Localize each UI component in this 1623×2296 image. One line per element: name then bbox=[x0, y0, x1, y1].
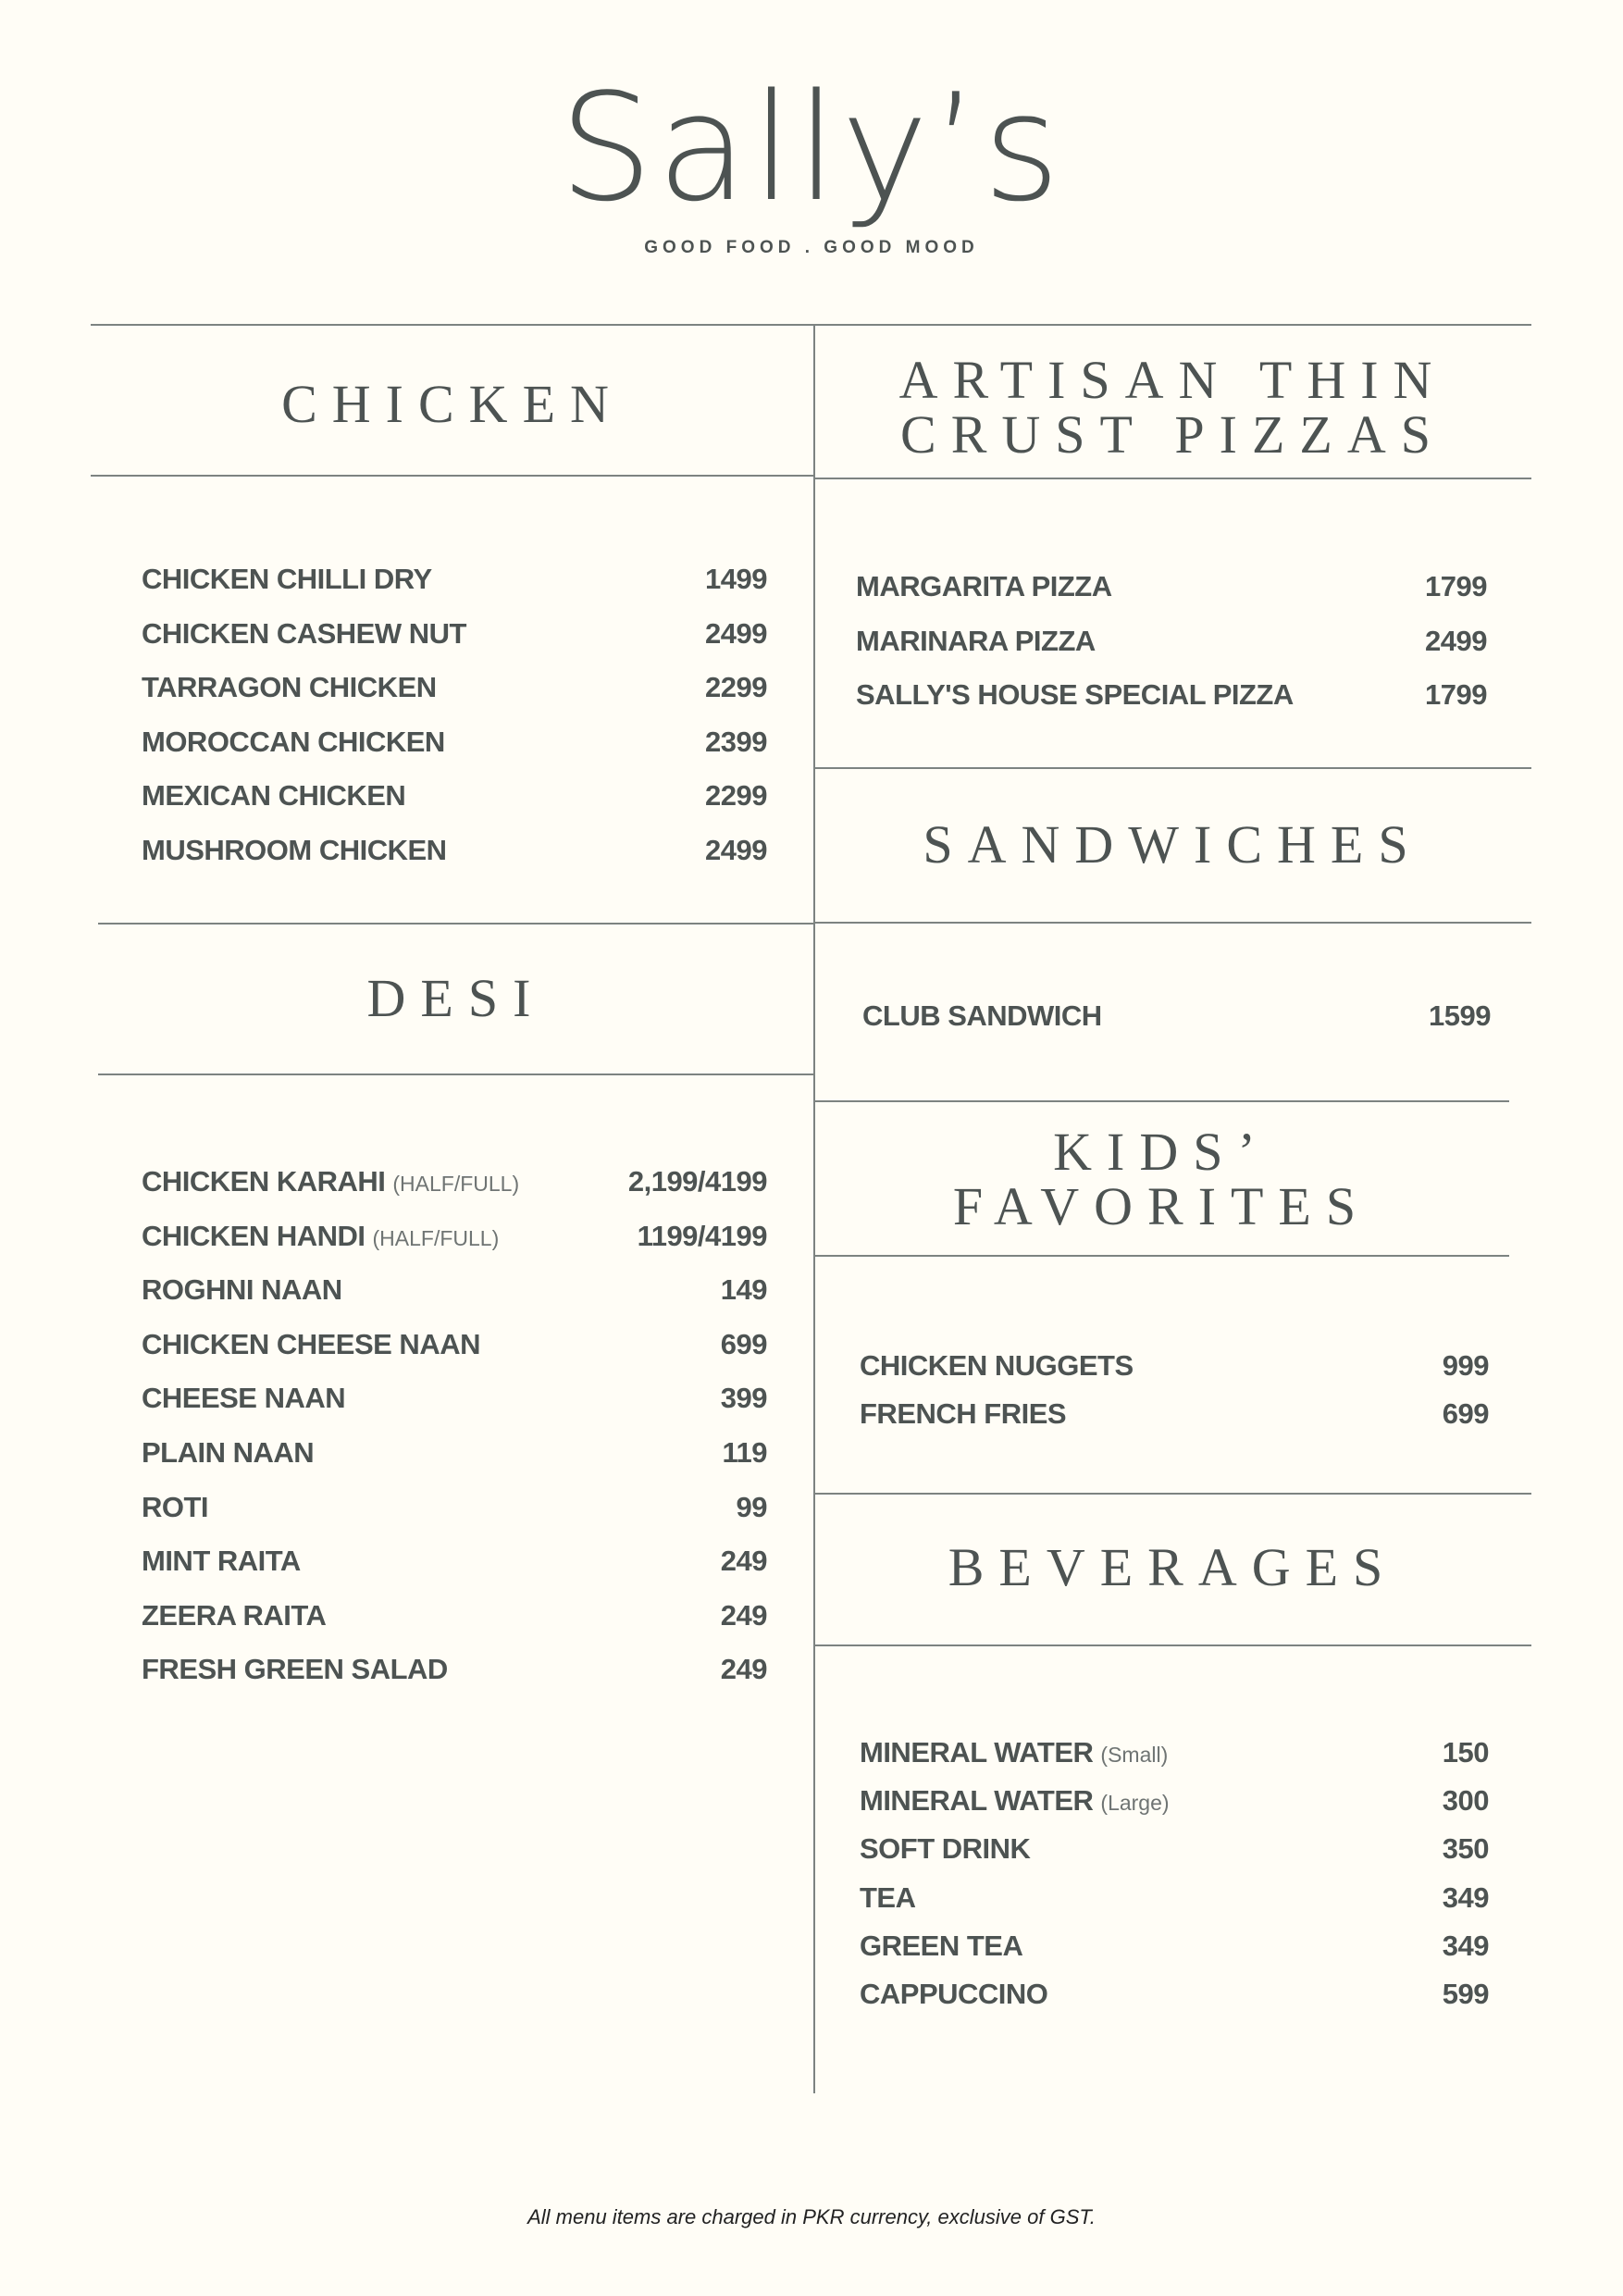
menu-item-price: 599 bbox=[1442, 1978, 1489, 2010]
menu-item-price: 249 bbox=[720, 1653, 767, 1686]
menu-item-price: 399 bbox=[720, 1382, 767, 1415]
menu-item-name-wrap bbox=[142, 834, 447, 867]
menu-item-name-wrap bbox=[142, 1436, 314, 1470]
menu-item-name: MEXICAN CHICKEN bbox=[142, 779, 406, 813]
menu-item-name-wrap bbox=[860, 1397, 1066, 1431]
menu-item bbox=[142, 777, 767, 814]
menu-item-name: FRENCH FRIES bbox=[860, 1397, 1067, 1431]
menu-item-name: CHICKEN CHILLI DRY bbox=[142, 563, 432, 595]
menu-item bbox=[142, 1489, 767, 1526]
menu-item bbox=[142, 1326, 767, 1363]
section-heading-desi: DESI bbox=[366, 968, 546, 1028]
menu-item-name-wrap bbox=[142, 671, 437, 704]
menu-item-price: 300 bbox=[1442, 1784, 1489, 1818]
menu-item bbox=[142, 1218, 767, 1255]
menu-item bbox=[142, 669, 767, 706]
menu-item-name-wrap bbox=[860, 1881, 916, 1915]
menu-item-name: TEA bbox=[860, 1880, 916, 1914]
menu-item-price: 1799 bbox=[1425, 570, 1487, 602]
menu-item bbox=[142, 615, 767, 652]
menu-item bbox=[860, 1976, 1489, 2013]
menu-item-name: MINERAL WATER bbox=[860, 1784, 1094, 1818]
divider bbox=[814, 1644, 1531, 1646]
menu-item-name-wrap bbox=[142, 1220, 499, 1253]
divider bbox=[91, 475, 814, 477]
divider bbox=[91, 324, 1531, 326]
menu-item-price: 999 bbox=[1442, 1349, 1489, 1382]
menu-item-name: SALLY'S HOUSE SPECIAL PIZZA bbox=[856, 678, 1294, 712]
menu-item bbox=[860, 1880, 1489, 1917]
menu-item-name-wrap bbox=[142, 779, 405, 813]
section-heading-pizzas-line2: CRUST PIZZAS bbox=[900, 404, 1445, 465]
divider bbox=[98, 1074, 814, 1075]
menu-item bbox=[856, 568, 1487, 605]
menu-item bbox=[142, 1434, 767, 1471]
menu-item-name-wrap bbox=[860, 1736, 1168, 1769]
menu-item-price: 99 bbox=[736, 1490, 767, 1523]
menu-item bbox=[142, 1380, 767, 1417]
menu-item-note: (HALF/FULL) bbox=[392, 1172, 520, 1196]
menu-item bbox=[860, 1734, 1489, 1771]
menu-item-name-wrap bbox=[860, 1349, 1134, 1383]
menu-item-name: CHICKEN KARAHI bbox=[142, 1165, 386, 1198]
menu-item-price: 249 bbox=[720, 1545, 767, 1578]
divider bbox=[814, 478, 1531, 479]
menu-item-name: ROGHNI NAAN bbox=[142, 1273, 342, 1307]
menu-item-name: MARGARITA PIZZA bbox=[856, 570, 1112, 602]
menu-item bbox=[142, 1597, 767, 1634]
menu-item-name: GREEN TEA bbox=[860, 1929, 1023, 1962]
menu-item-name: MINERAL WATER bbox=[860, 1736, 1094, 1769]
menu-item bbox=[142, 1543, 767, 1580]
menu-item-name: CLUB SANDWICH bbox=[862, 999, 1102, 1032]
menu-item-price: 149 bbox=[720, 1273, 767, 1307]
menu-item-name-wrap bbox=[142, 1545, 301, 1578]
menu-item-price: 1199/4199 bbox=[637, 1219, 767, 1252]
menu-item-price: 1499 bbox=[705, 563, 767, 595]
menu-item-name: MARINARA PIZZA bbox=[856, 624, 1096, 657]
menu-item bbox=[860, 1831, 1489, 1868]
menu-item-name-wrap bbox=[142, 726, 445, 759]
menu-item-price: 2399 bbox=[705, 725, 767, 758]
menu-item-price: 2,199/4199 bbox=[627, 1165, 767, 1198]
menu-item-name-wrap bbox=[860, 1784, 1170, 1818]
menu-item-name-wrap bbox=[142, 617, 466, 651]
menu-item-name: ZEERA RAITA bbox=[142, 1598, 327, 1632]
menu-item-price: 249 bbox=[720, 1598, 767, 1632]
menu-item-name-wrap bbox=[860, 1832, 1030, 1866]
menu-item-price: 350 bbox=[1442, 1832, 1489, 1866]
section-heading-chicken: CHICKEN bbox=[281, 374, 624, 434]
menu-item-name: FRESH GREEN SALAD bbox=[142, 1653, 448, 1686]
menu-item-name: ROTI bbox=[142, 1490, 209, 1523]
menu-item bbox=[142, 1651, 767, 1688]
menu-item bbox=[142, 1163, 767, 1200]
section-heading-pizzas-line1: ARTISAN THIN bbox=[898, 350, 1447, 410]
menu-item-price: 699 bbox=[720, 1327, 767, 1360]
section-heading-kids-line1: KIDS’ bbox=[1053, 1122, 1270, 1182]
menu-item-name-wrap bbox=[142, 1273, 342, 1307]
menu-item-name: SOFT DRINK bbox=[860, 1832, 1031, 1866]
menu-item bbox=[860, 1347, 1489, 1384]
menu-item-name: CHICKEN CASHEW NUT bbox=[142, 616, 466, 650]
menu-item-name-wrap bbox=[142, 1328, 480, 1361]
divider bbox=[814, 1255, 1509, 1257]
menu-item-name: CHICKEN HANDI bbox=[142, 1219, 365, 1252]
section-heading-sandwiches: SANDWICHES bbox=[923, 814, 1423, 875]
menu-item-name-wrap bbox=[142, 1599, 326, 1632]
restaurant-logo: Sally’s bbox=[559, 61, 1064, 234]
menu-item-price: 1599 bbox=[1429, 999, 1491, 1032]
menu-item-name-wrap bbox=[142, 1491, 208, 1524]
menu-item-name-wrap bbox=[142, 1165, 519, 1198]
menu-item-price: 349 bbox=[1442, 1929, 1489, 1962]
menu-item-price: 2499 bbox=[705, 834, 767, 866]
menu-item-name: MOROCCAN CHICKEN bbox=[142, 725, 445, 758]
menu-item-name: CHICKEN CHEESE NAAN bbox=[142, 1327, 480, 1360]
menu-item-name-wrap bbox=[856, 625, 1096, 658]
menu-item-price: 699 bbox=[1442, 1397, 1489, 1431]
footer-note: All menu items are charged in PKR currency, exclusive of GST. bbox=[527, 2205, 1096, 2228]
menu-item-name-wrap bbox=[862, 999, 1102, 1033]
tagline: GOOD FOOD . GOOD MOOD bbox=[644, 238, 979, 257]
divider bbox=[814, 1493, 1531, 1495]
section-heading-beverages: BEVERAGES bbox=[948, 1537, 1398, 1597]
menu-item-price: 2299 bbox=[705, 779, 767, 813]
menu-item bbox=[142, 561, 767, 598]
menu-item-name-wrap bbox=[142, 563, 432, 596]
menu-item bbox=[856, 623, 1487, 660]
menu-item-name: MINT RAITA bbox=[142, 1545, 301, 1578]
menu-item bbox=[860, 1782, 1489, 1819]
menu-item-name: CHICKEN NUGGETS bbox=[860, 1349, 1134, 1382]
menu-item bbox=[142, 724, 767, 761]
divider bbox=[814, 767, 1531, 769]
menu-item-price: 1799 bbox=[1425, 678, 1487, 712]
menu-item-name-wrap bbox=[856, 570, 1112, 603]
menu-item-price: 119 bbox=[722, 1436, 767, 1469]
menu-item bbox=[860, 1928, 1489, 1965]
menu-item bbox=[142, 1272, 767, 1309]
menu-item-name-wrap bbox=[860, 1930, 1022, 1963]
menu-item-price: 150 bbox=[1442, 1736, 1489, 1769]
menu-item-note: (Large) bbox=[1100, 1791, 1170, 1816]
menu-item-note: (HALF/FULL) bbox=[372, 1225, 500, 1250]
menu-item bbox=[862, 998, 1491, 1035]
menu-item bbox=[142, 832, 767, 869]
menu-item-price: 2299 bbox=[705, 671, 767, 704]
menu-item bbox=[856, 676, 1487, 714]
menu-item-name: PLAIN NAAN bbox=[142, 1436, 315, 1469]
menu-item-name-wrap bbox=[860, 1978, 1047, 2011]
menu-item-name: MUSHROOM CHICKEN bbox=[142, 834, 447, 866]
menu-item-price: 2499 bbox=[705, 616, 767, 650]
menu-item-price: 349 bbox=[1442, 1880, 1489, 1914]
menu-item-name-wrap bbox=[142, 1382, 345, 1415]
divider bbox=[814, 1100, 1509, 1102]
divider bbox=[814, 922, 1531, 924]
menu-item-name: CAPPUCCINO bbox=[860, 1978, 1048, 2010]
section-heading-kids-line2: FAVORITES bbox=[952, 1176, 1371, 1236]
menu-item-name-wrap bbox=[856, 678, 1294, 712]
menu-item-name: CHEESE NAAN bbox=[142, 1382, 346, 1415]
menu-item-price: 2499 bbox=[1425, 624, 1487, 657]
divider bbox=[98, 923, 814, 925]
menu-item bbox=[860, 1396, 1489, 1433]
menu-item-name-wrap bbox=[142, 1653, 448, 1686]
menu-item-name: TARRAGON CHICKEN bbox=[142, 671, 437, 704]
menu-item-note: (Small) bbox=[1100, 1743, 1169, 1767]
